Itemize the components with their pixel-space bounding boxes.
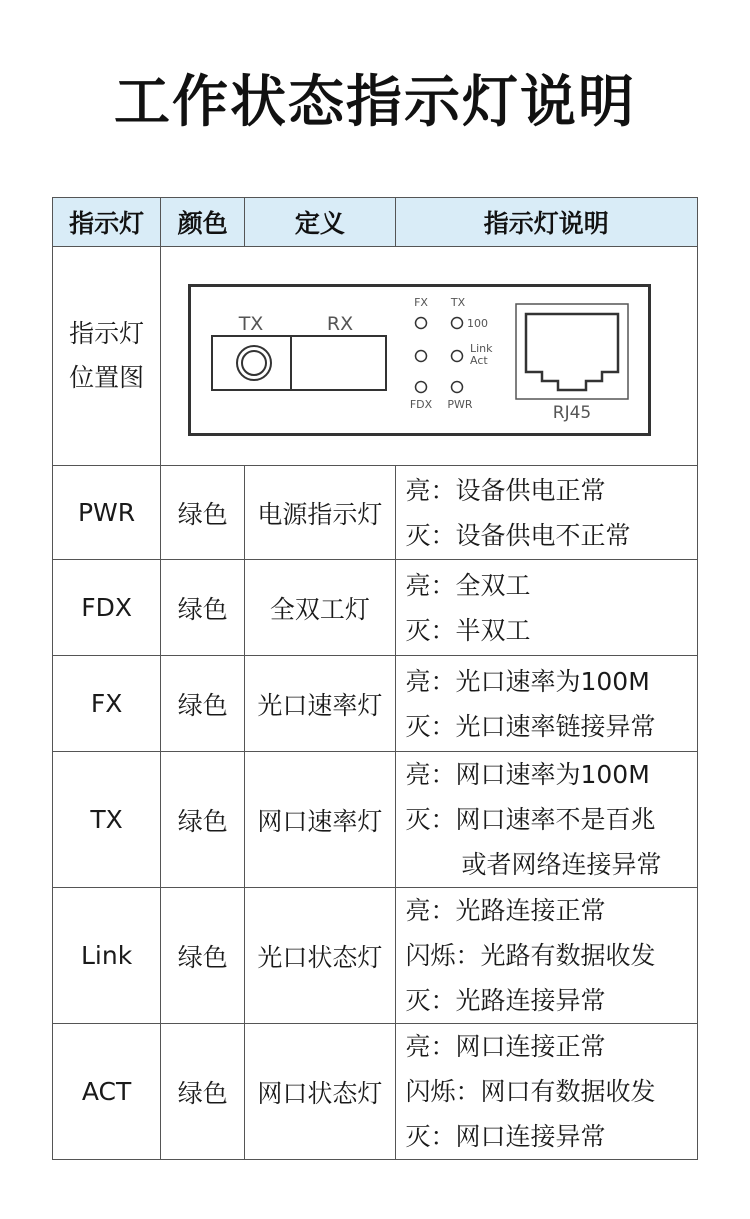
indicator-color: 绿色 <box>161 888 245 1024</box>
indicator-name: PWR <box>53 466 161 560</box>
led-pwr-label: PWR <box>447 398 473 411</box>
description-line: 灭：网口连接异常 <box>405 1122 606 1151</box>
indicator-name: FDX <box>53 560 161 656</box>
fiber-tx-label: TX <box>238 313 264 335</box>
diagram-row-label <box>53 247 161 466</box>
description-line: 亮：设备供电正常 <box>405 475 606 505</box>
fiber-port <box>212 336 386 390</box>
indicator-table <box>52 197 698 1160</box>
indicator-color: 绿色 <box>161 1024 245 1160</box>
indicator-definition: 网口状态灯 <box>245 1024 395 1160</box>
table-row <box>53 656 698 752</box>
led-tx-label: TX <box>451 296 466 309</box>
indicator-name: FX <box>53 656 161 752</box>
diagram-cell <box>161 247 698 466</box>
rj45-socket <box>526 314 618 390</box>
description-line: 灭：光路连接异常 <box>405 986 606 1015</box>
indicator-color: 绿色 <box>161 560 245 656</box>
table-row <box>53 560 698 656</box>
description-line: 亮：网口速率为100M <box>405 760 650 789</box>
led-tx <box>452 318 463 329</box>
diagram-row <box>53 247 698 466</box>
device-panel-diagram <box>188 284 652 436</box>
indicator-description <box>395 656 698 752</box>
led-fx-label: FX <box>414 296 429 309</box>
indicator-definition: 网口速率灯 <box>245 752 395 888</box>
indicator-definition: 全双工灯 <box>245 560 395 656</box>
indicator-name: ACT <box>53 1024 161 1160</box>
rj45-port-frame <box>516 304 628 399</box>
header-color: 颜色 <box>161 198 245 247</box>
indicator-description <box>395 1024 698 1160</box>
led-pwr <box>452 382 463 393</box>
description-line: 或者网络连接异常 <box>461 850 662 879</box>
description-line: 灭：网口速率不是百兆 <box>405 805 656 834</box>
fiber-rx-label: RX <box>327 313 354 335</box>
indicator-definition: 光口速率灯 <box>245 656 395 752</box>
table-row <box>53 466 698 560</box>
led-link-label: Link <box>470 342 493 355</box>
table-row <box>53 1024 698 1160</box>
indicator-definition: 电源指示灯 <box>245 466 395 560</box>
led-fdx <box>416 351 427 362</box>
description-line: 亮：网口连接正常 <box>405 1032 606 1061</box>
indicator-color: 绿色 <box>161 656 245 752</box>
description-line: 闪烁：光路有数据收发 <box>405 941 656 970</box>
indicator-name: TX <box>53 752 161 888</box>
indicator-name: Link <box>53 888 161 1024</box>
led-100-label: 100 <box>467 317 489 330</box>
indicator-description <box>395 560 698 656</box>
indicator-definition: 光口状态灯 <box>245 888 395 1024</box>
description-line: 灭：半双工 <box>405 615 531 645</box>
indicator-color: 绿色 <box>161 466 245 560</box>
fiber-port-core <box>242 351 266 375</box>
table-header-row <box>53 198 698 247</box>
indicator-description <box>395 752 698 888</box>
description-line: 闪烁：网口有数据收发 <box>405 1077 656 1106</box>
diagram-label-line1: 指示灯 <box>69 319 145 348</box>
header-definition: 定义 <box>245 198 395 247</box>
led-fx <box>416 318 427 329</box>
description-line: 灭：设备供电不正常 <box>405 520 631 550</box>
description-line: 亮：光路连接正常 <box>405 896 606 925</box>
diagram-label-line2: 位置图 <box>69 363 145 392</box>
header-indicator: 指示灯 <box>53 198 161 247</box>
description-line: 灭：光口速率链接异常 <box>405 711 656 741</box>
led-act-label: Act <box>470 354 488 367</box>
indicator-description <box>395 466 698 560</box>
led-link-act <box>452 351 463 362</box>
table-row <box>53 888 698 1024</box>
description-line: 亮：全双工 <box>405 570 531 600</box>
indicator-color: 绿色 <box>161 752 245 888</box>
table-row <box>53 752 698 888</box>
indicator-description <box>395 888 698 1024</box>
description-line: 亮：光口速率为100M <box>405 666 650 696</box>
led-fdx-label: FDX <box>409 398 433 411</box>
page-title: 工作状态指示灯说明 <box>114 70 636 135</box>
led-fdx-bottom <box>416 382 427 393</box>
rj45-label: RJ45 <box>552 403 592 423</box>
header-description: 指示灯说明 <box>395 198 698 247</box>
